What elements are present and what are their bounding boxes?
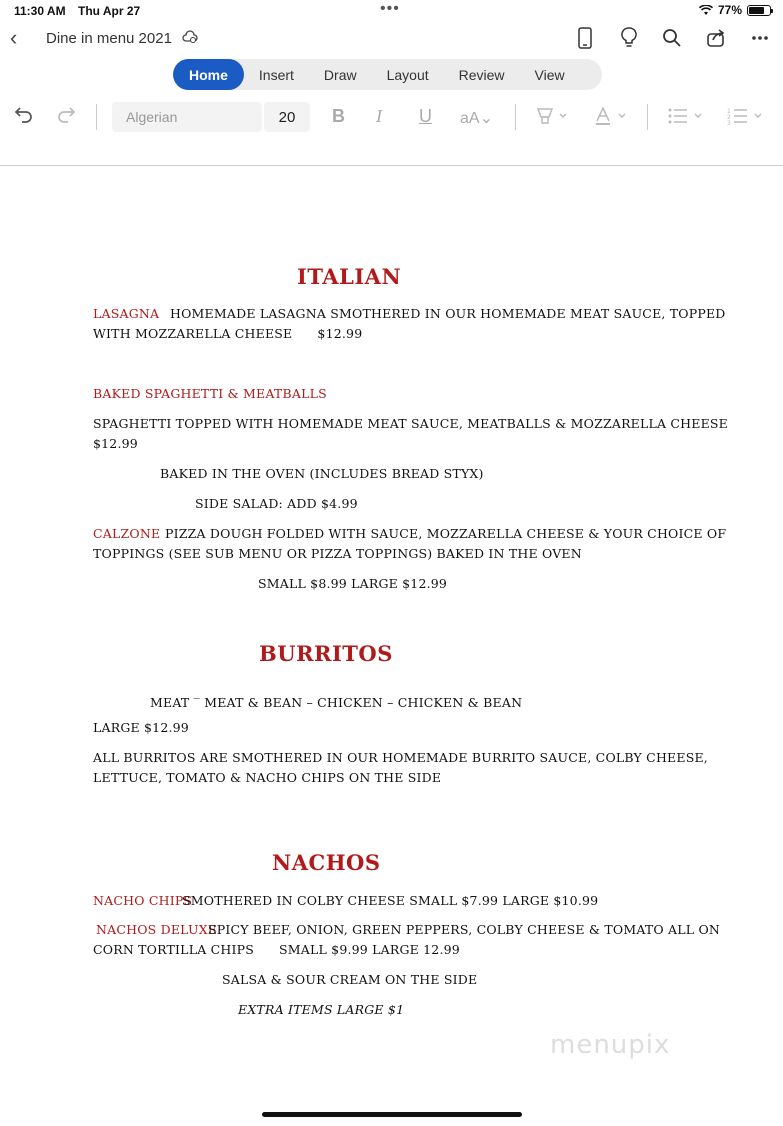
lasagna-name: LASAGNA (93, 306, 160, 321)
font-size-field[interactable]: 20 (264, 102, 310, 132)
ribbon-tabs (173, 59, 602, 90)
status-time: 11:30 AM (14, 4, 66, 18)
salsa-note: SALSA & SOUR CREAM ON THE SIDE (222, 972, 478, 987)
burrito-price: LARGE $12.99 (93, 720, 189, 735)
svg-text:3: 3 (727, 120, 731, 126)
svg-text:2: 2 (727, 114, 731, 121)
tab-insert[interactable]: Insert (258, 66, 294, 83)
home-indicator[interactable] (262, 1112, 522, 1117)
underline-icon[interactable]: U (419, 106, 432, 126)
menupix-watermark: menupix (550, 1030, 671, 1060)
nachos-deluxe-desc: SPICY BEEF, ONION, GREEN PEPPERS, COLBY CHEESE & TOMATO ALL ON (208, 922, 721, 937)
title-bar (0, 22, 783, 56)
burritos-heading: BURRITOS (259, 641, 393, 666)
tab-review[interactable]: Review (458, 66, 505, 83)
nachos-deluxe-desc-cont: CORN TORTILLA CHIPS SMALL $9.99 LARGE 12.99 (93, 942, 460, 957)
more-icon[interactable] (748, 26, 772, 50)
undo-icon[interactable] (14, 104, 34, 129)
highlighter-icon[interactable] (535, 106, 569, 131)
spaghetti-name: BAKED SPAGHETTI & MEATBALLS (93, 386, 327, 401)
nacho-chips-desc: SMOTHERED IN COLBY CHEESE SMALL $7.99 LARGE $10.99 (182, 893, 599, 908)
svg-text:1: 1 (727, 108, 731, 115)
tab-home[interactable]: Home (173, 59, 244, 90)
nacho-chips-name: NACHO CHIPS (93, 893, 193, 908)
back-chevron-icon[interactable]: ‹ (10, 25, 18, 50)
lasagna-desc: HOMEMADE LASAGNA SMOTHERED IN OUR HOMEMADE MEAT SAUCE, TOPPED (170, 306, 726, 321)
redo-icon[interactable] (56, 104, 76, 129)
cloud-sync-icon[interactable] (182, 30, 198, 47)
toolbar-divider (647, 104, 648, 130)
font-color-icon[interactable] (594, 106, 628, 131)
formatting-toolbar (0, 96, 783, 140)
baked-note: BAKED IN THE OVEN (INCLUDES BREAD STYX) (160, 466, 484, 481)
phone-view-icon[interactable] (573, 26, 597, 50)
burrito-options: MEAT ‾ MEAT & BEAN – CHICKEN – CHICKEN & BEAN (150, 695, 523, 710)
spaghetti-price: $12.99 (93, 436, 138, 451)
font-name-field[interactable]: Algerian (112, 102, 262, 132)
status-bar (0, 0, 783, 22)
tab-view[interactable]: View (534, 66, 565, 83)
status-date: Thu Apr 27 (78, 4, 141, 18)
search-icon[interactable] (660, 26, 684, 50)
italic-icon[interactable]: I (376, 106, 382, 126)
toolbar-divider (96, 104, 97, 130)
spaghetti-desc: SPAGHETTI TOPPED WITH HOMEMADE MEAT SAUCE, MEATBALLS & MOZZARELLA CHEESE (93, 416, 729, 431)
lasagna-desc-cont: WITH MOZZARELLA CHEESE $12.99 (93, 326, 363, 341)
tab-layout[interactable]: Layout (386, 66, 429, 83)
bold-icon[interactable]: B (332, 106, 345, 126)
wifi-icon (699, 5, 713, 16)
document-page[interactable] (0, 166, 783, 1126)
calzone-name: CALZONE (93, 526, 161, 541)
burrito-desc: ALL BURRITOS ARE SMOTHERED IN OUR HOMEMADE BURRITO SAUCE, COLBY CHEESE, (93, 750, 708, 765)
nachos-deluxe-name: NACHOS DELUXE (96, 922, 218, 937)
document-title[interactable]: Dine in menu 2021 (46, 30, 172, 47)
bullet-list-icon[interactable] (667, 106, 705, 131)
multitasking-dots[interactable]: ••• (380, 0, 400, 17)
numbered-list-icon[interactable] (727, 106, 765, 131)
calzone-desc: PIZZA DOUGH FOLDED WITH SAUCE, MOZZARELLA CHEESE & YOUR CHOICE OF (165, 526, 727, 541)
burrito-desc-cont: LETTUCE, TOMATO & NACHO CHIPS ON THE SIDE (93, 770, 442, 785)
battery-icon (747, 5, 771, 16)
text-size-icon[interactable]: aA⌄ (460, 110, 493, 127)
side-salad: SIDE SALAD: ADD $4.99 (195, 496, 358, 511)
calzone-desc-cont: TOPPINGS (SEE SUB MENU OR PIZZA TOPPINGS) BAKED IN THE OVEN (93, 546, 582, 561)
lightbulb-icon[interactable] (617, 26, 641, 50)
extra-items-note: EXTRA ITEMS LARGE $1 (238, 1002, 405, 1017)
tab-draw[interactable]: Draw (323, 66, 357, 83)
italian-heading: ITALIAN (297, 264, 402, 289)
calzone-price: SMALL $8.99 LARGE $12.99 (258, 576, 448, 591)
battery-percent: 77% (717, 3, 742, 17)
nachos-heading: NACHOS (272, 850, 381, 875)
toolbar-divider (515, 104, 516, 130)
share-icon[interactable] (704, 26, 728, 50)
